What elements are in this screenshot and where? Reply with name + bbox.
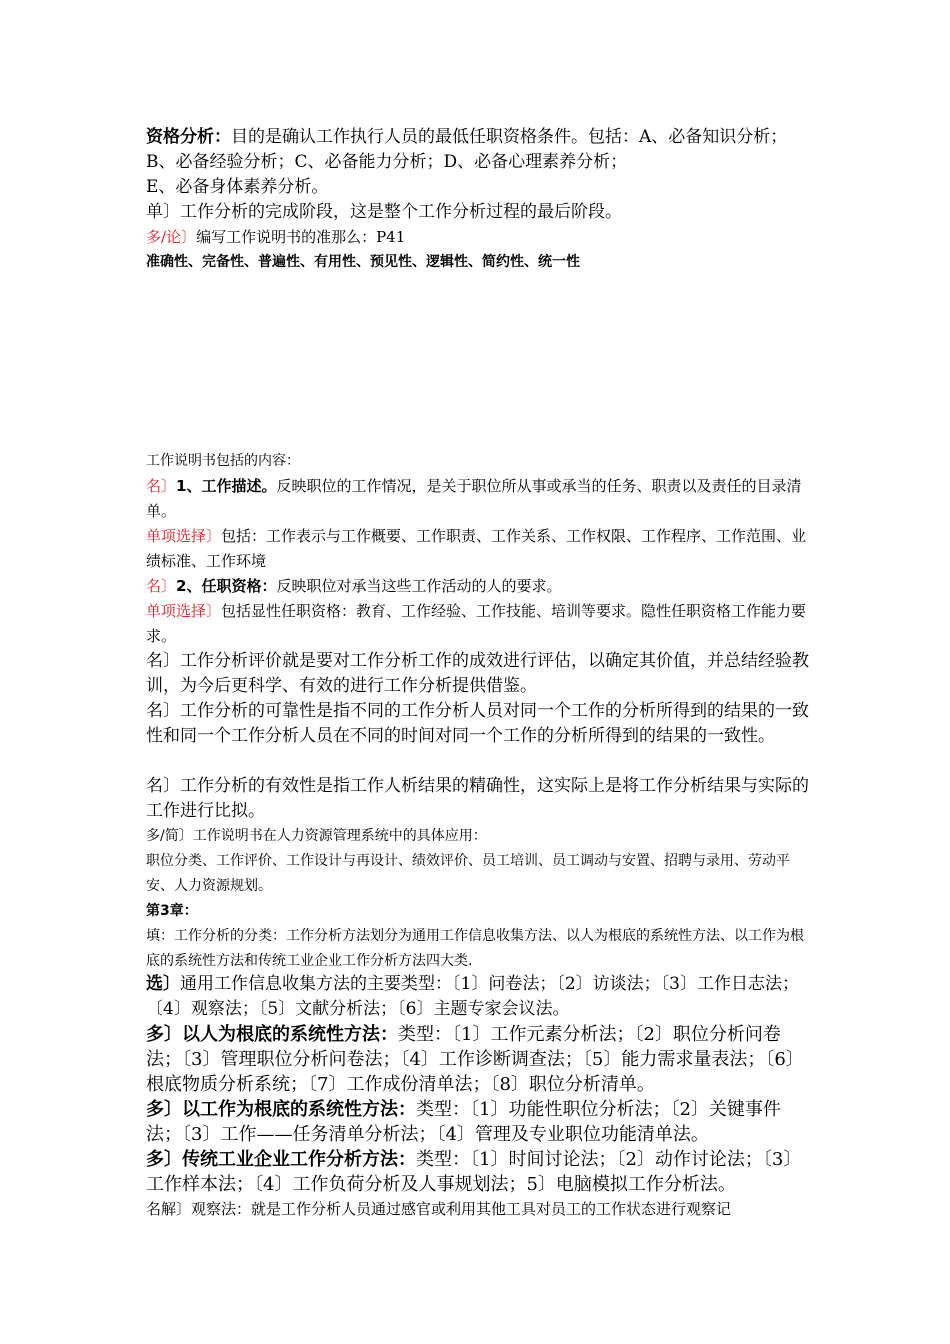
person-based-methods-paragraph: 多〕以人为根底的系统性方法：类型：〔1〕工作元素分析法；〔2〕职位分析问卷法；〔3〕管理职位分析问卷法；〔4〕工作诊断调查法；〔5〕能力需求量表法；〔6〕根底物质分析系统；〔7〕工作成份清单法；〔8〕职位分析清单。 <box>146 1024 804 1095</box>
job-description-application-list: 职位分类、工作评价、工作设计与再设计、绩效评价、员工培训、员工调动与安置、招聘与录用、劳动平安、人力资源规划。 <box>146 853 790 894</box>
observation-method-definition: 名解〕观察法：就是工作分析人员通过感官或利用其他工具对员工的工作状态进行观察记 <box>146 1200 732 1218</box>
qualification-analysis-paragraph: 资格分析：目的是确认工作执行人员的最低任职资格条件。包括：A、必备知识分析；B、必备经验分析；C、必备能力分析；D、必备心理素养分析； <box>146 127 788 172</box>
job-description-contents-heading: 工作说明书包括的内容： <box>146 453 300 469</box>
job-based-methods-paragraph: 多〕以工作为根底的系统性方法：类型：〔1〕功能性职位分析法；〔2〕关键事件法；〔3〕工作——任务清单分析法；〔4〕管理及专业职位功能清单法。 <box>146 1099 781 1145</box>
chapter-heading: 第3章： <box>146 903 198 919</box>
traditional-methods-paragraph: 多〕传统工业企业工作分析方法：类型：〔1〕时间讨论法；〔2〕动作讨论法；〔3〕工作样本法；〔4〕工作负荷分析及人事规划法；5〕电脑模拟工作分析法。 <box>146 1149 802 1195</box>
qualification-definition: 名〕2、任职资格：反映职位对承当这些工作活动的人的要求。 <box>146 577 562 595</box>
general-info-methods-paragraph: 选〕通用工作信息收集方法的主要类型：〔1〕问卷法；〔2〕访谈法；〔3〕工作日志法；〔4〕观察法；〔5〕文献分析法；〔6〕主题专家会议法。 <box>146 974 799 1019</box>
question-type-tag: 名〕 <box>146 477 177 495</box>
question-type-tag: 单项选择〕 <box>146 602 222 620</box>
job-analysis-classification-paragraph: 填：工作分析的分类：工作分析方法划分为通用工作信息收集方法、以人为根底的系统性方法、以工作为根底的系统性方法和传统工业企业工作分析方法四大类. <box>146 928 804 969</box>
job-description-includes: 单项选择〕包括：工作表示与工作概要、工作职责、工作关系、工作权限、工作程序、工作范围、业绩标准、工作环境 <box>146 527 807 570</box>
job-description-application-heading: 多/简〕工作说明书在人力资源管理系统中的具体应用： <box>146 828 487 844</box>
writing-principles-heading: 多/论〕编写工作说明书的准那么：P41 <box>146 228 406 246</box>
job-analysis-reliability-paragraph: 名〕工作分析的可靠性是指不同的工作分析人员对同一个工作的分析所得到的结果的一致性和同一个工作分析人员在不同的时间对同一个工作的分析所得到的结果的一致性。 <box>146 701 809 746</box>
question-type-tag: 单项选择〕 <box>146 527 222 545</box>
qualification-analysis-item-e: E、必备身体素养分析。 <box>146 177 329 197</box>
qualification-includes: 单项选择〕包括显性任职资格：教育、工作经验、工作技能、培训等要求。隐性任职资格工作能力要求。 <box>146 602 807 645</box>
completion-stage-paragraph: 单〕工作分析的完成阶段，这是整个工作分析过程的最后阶段。 <box>146 202 622 222</box>
writing-principles-list: 准确性、完备性、普遍性、有用性、预见性、逻辑性、简约性、统一性 <box>146 254 580 270</box>
job-analysis-validity-paragraph: 名〕工作分析的有效性是指工作人析结果的精确性，这实际上是将工作分析结果与实际的工作进行比拟。 <box>146 776 809 821</box>
job-analysis-evaluation-paragraph: 名〕工作分析评价就是要对工作分析工作的成效进行评估，以确定其价值，并总结经验教训，为今后更科学、有效的进行工作分析提供借鉴。 <box>146 651 809 696</box>
question-type-tag: 多/论〕 <box>146 228 197 246</box>
question-type-tag: 名〕 <box>146 577 177 595</box>
job-description-definition: 名〕1、工作描述。反映职位的工作情况，是关于职位所从事或承当的任务、职责以及责任的目录清单。 <box>146 477 802 520</box>
